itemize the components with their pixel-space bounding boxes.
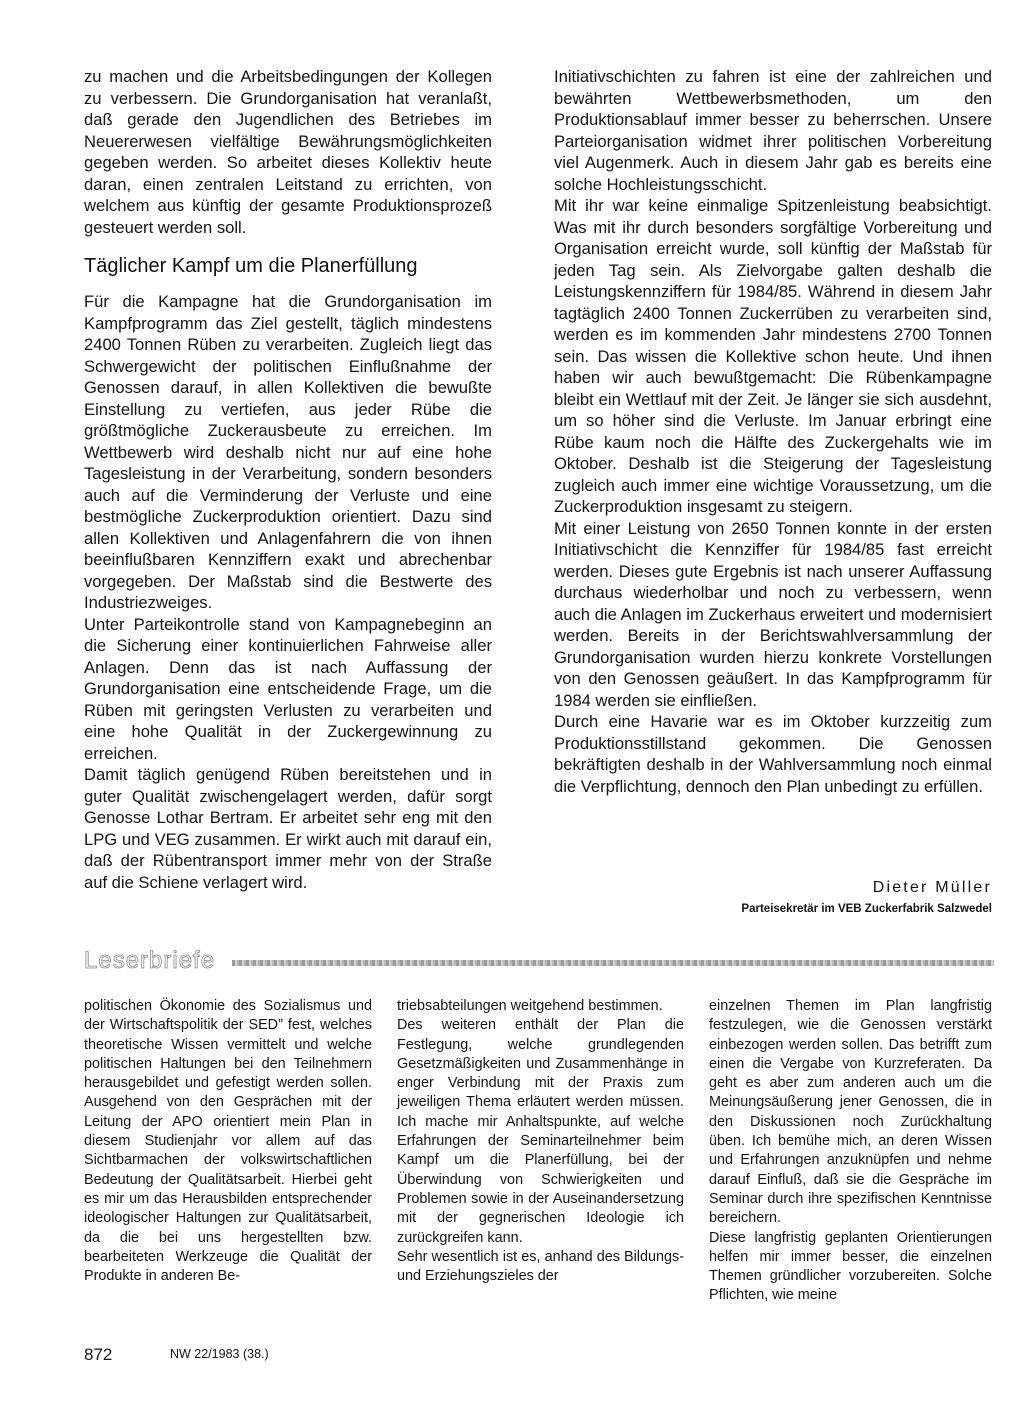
article-paragraph: zu machen und die Arbeitsbedingungen der Kollegen zu verbessern. Die Grundorganisation hat veranlaßt, daß gerade den Jugendlichen des Betriebes im Neuererwesen vielfältige Bewährungsmöglichkeiten gegeben werden. So arbeitet dieses Kollektiv heute daran, einen zentralen Leitstand zu errichten, von welchem aus künftig der gesamte Produktionsprozeß gesteuert werden soll. <box>84 67 492 237</box>
article-column-right <box>554 66 992 797</box>
letter-paragraph: Diese langfristig geplanten Orientierungen helfen mir immer besser, die einzelnen Themen gründlicher vorzubereiten. Solche Pflichten, wie meine <box>709 1229 992 1304</box>
journal-reference: NW 22/1983 (38.) <box>170 1347 269 1361</box>
author-signature <box>700 878 992 917</box>
author-name: Dieter Müller <box>872 879 992 896</box>
letters-section-header <box>84 946 994 980</box>
letter-paragraph: einzelnen Themen im Plan langfristig festzulegen, wie die Genossen verstärkt einbezogen werden sollen. Das betrifft zum einen die Vergabe von Kurzreferaten. Da geht es aber zum anderen auch um die Meinungsäußerung jener Genossen, die in den Diskussionen noch Zurückhaltung üben. Ich bemühe mich, an deren Wissen und Erfahrungen anzuknüpfen und nehme darauf Einfluß, daß sie die Gespräche im Seminar durch ihre spezifischen Kenntnisse bereichern. <box>709 998 992 1227</box>
article-subheading: Täglicher Kampf um die Planerfüllung <box>84 255 418 277</box>
letter-column-3 <box>709 997 992 1306</box>
article-paragraph: Unter Parteikontrolle stand von Kampagnebeginn an die Sicherung einer kontinuierlichen Fahrweise aller Anlagen. Denn das ist nach Auffassung der Grundorganisation eine entscheidende Frage, um die Rüben mit geringsten Verlusten zu verarbeiten und eine hohe Qualität in der Zuckergewinnung zu erreichen. <box>84 614 492 763</box>
article-paragraph: Für die Kampagne hat die Grundorganisation im Kampfprogramm das Ziel gestellt, täglich mindestens 2400 Tonnen Rüben zu verarbeiten. Zugleich liegt das Schwergewicht der politischen Einflußnahme der Genossen darauf, in allen Kollektiven die bewußte Einstellung zu vertiefen, aus jeder Rübe die größtmögliche Zuckerausbeute zu erreichen. Im Wettbewerb wird deshalb nicht nur auf eine hohe Tagesleistung in der Verarbeitung, sondern besonders auch auf die Verminderung der Verluste und eine bestmögliche Zuckerproduktion orientiert. Dazu sind allen Kollektiven und Anlagenfahrern die von ihnen beeinflußbaren Kennziffern exakt und abrechenbar vorgegeben. Der Maßstab sind die Bestwerte des Industriezweiges. <box>84 292 492 612</box>
article-paragraph: Mit einer Leistung von 2650 Tonnen konnte in der ersten Initiativschicht die Kennziffer für 1984/85 fast erreicht werden. Dieses gute Ergebnis ist nach unserer Auffassung durchaus wiederholbar und noch zu verbessern, wenn auch die Anlagen im Zuckerhaus erweitert und modernisiert werden. Bereits in der Berichtswahlversammlung der Grundorganisation wurden hierzu konkrete Vorstellungen von den Genossen geäußert. In das Kampfprogramm für 1984 werden sie einfließen. <box>554 518 992 710</box>
article-paragraph: Damit täglich genügend Rüben bereitstehen und in guter Qualität zwischengelagert werden, dafür sorgt Genosse Lothar Bertram. Er arbeitet sehr eng mit den LPG und VEG zusammen. Er wirkt auch mit darauf ein, daß der Rübentransport immer mehr von der Straße auf die Schiene verlagert wird. <box>84 765 492 892</box>
letter-paragraph: politischen Ökonomie des Sozialismus und der Wirtschaftspolitik der SED” fest, welches theoretische Wissen vermittelt und welche politischen Haltungen bei den Teilnehmern herausgebildet und gefestigt werden sollen. Ausgehend von den Gesprächen mit der Leitung der APO orientiert mein Plan in diesem Studienjahr vor allem auf das Sichtbarmachen der volkswirtschaftlichen Bedeutung der Qualitätsarbeit. Hierbei geht es mir um das Herausbilden entsprechender ideologischer Haltungen zur Qualitätsarbeit, da die bei uns hergestellten bzw. bearbeiteten Werkzeuge die Qualität der Produkte in anderen Be- <box>84 998 372 1285</box>
letter-column-1 <box>84 997 372 1286</box>
article-column-left <box>84 66 492 893</box>
article-paragraph: Durch eine Havarie war es im Oktober kurzzeitig zum Produktionsstillstand gekommen. Die Genossen bekräftigten deshalb in der Wahlversammlung noch einmal die Verpflichtung, dennoch den Plan unbedingt zu erfüllen. <box>554 712 992 796</box>
letter-paragraph: Sehr wesentlich ist es, anhand des Bildungs- und Erziehungszieles der <box>397 1248 684 1285</box>
article-paragraph: Initiativschichten zu fahren ist eine der zahlreichen und bewährten Wettbewerbsmethoden, um den Produktionsablauf immer besser zu beherrschen. Unsere Parteiorganisation widmet ihrer politischen Vorbereitung viel Augenmerk. Auch in diesem Jahr gab es bereits eine solche Hochleistungsschicht. <box>554 67 992 194</box>
letter-column-2 <box>397 997 684 1286</box>
section-divider-rule <box>232 960 994 966</box>
section-title: Leserbriefe <box>84 947 216 974</box>
author-title: Parteisekretär im VEB Zuckerfabrik Salzwedel <box>741 903 992 915</box>
letter-paragraph: Des weiteren enthält der Plan die Festlegung, welche grundlegenden Gesetzmäßigkeiten und Zusammenhänge in enger Verbindung mit der Praxis zum jeweiligen Thema erläutert werden müssen. Ich mache mir Anhaltspunkte, auf welche Erfahrungen der Seminarteilnehmer beim Kampf um die Planerfüllung, bei der Überwindung von Schwierigkeiten und Problemen sowie in der Auseinandersetzung mit der gegnerischen Ideologie ich zurückgreifen kann. <box>397 1017 684 1246</box>
article-paragraph: Mit ihr war keine einmalige Spitzenleistung beabsichtigt. Was mit ihr durch besonders sorgfältige Vorbereitung und Organisation erreicht wurde, soll künftig der Maßstab für jeden Tag sein. Als Zielvorgabe galten deshalb die Leistungskennziffern für 1984/85. Während in diesem Jahr tagtäglich 2400 Tonnen Zuckerrüben zu verarbeiten sind, werden es im kommenden Jahr mindestens 2700 Tonnen sein. Das wissen die Kollektive schon heute. Und ihnen haben wir auch bewußtgemacht: Die Rübenkampagne bleibt ein Wettlauf mit der Zeit. Je länger sie sich ausdehnt, um so höher sind die Verluste. Im Januar erbringt eine Rübe kaum noch die Hälfte des Zuckergehalts wie im Oktober. Deshalb ist die Steigerung der Tagesleistung zugleich auch immer eine wichtige Voraussetzung, um die Zuckerproduktion insgesamt zu steigern. <box>554 196 992 516</box>
page-number: 872 <box>84 1345 113 1364</box>
letter-paragraph: triebsabteilungen weitgehend bestimmen. <box>397 998 663 1014</box>
